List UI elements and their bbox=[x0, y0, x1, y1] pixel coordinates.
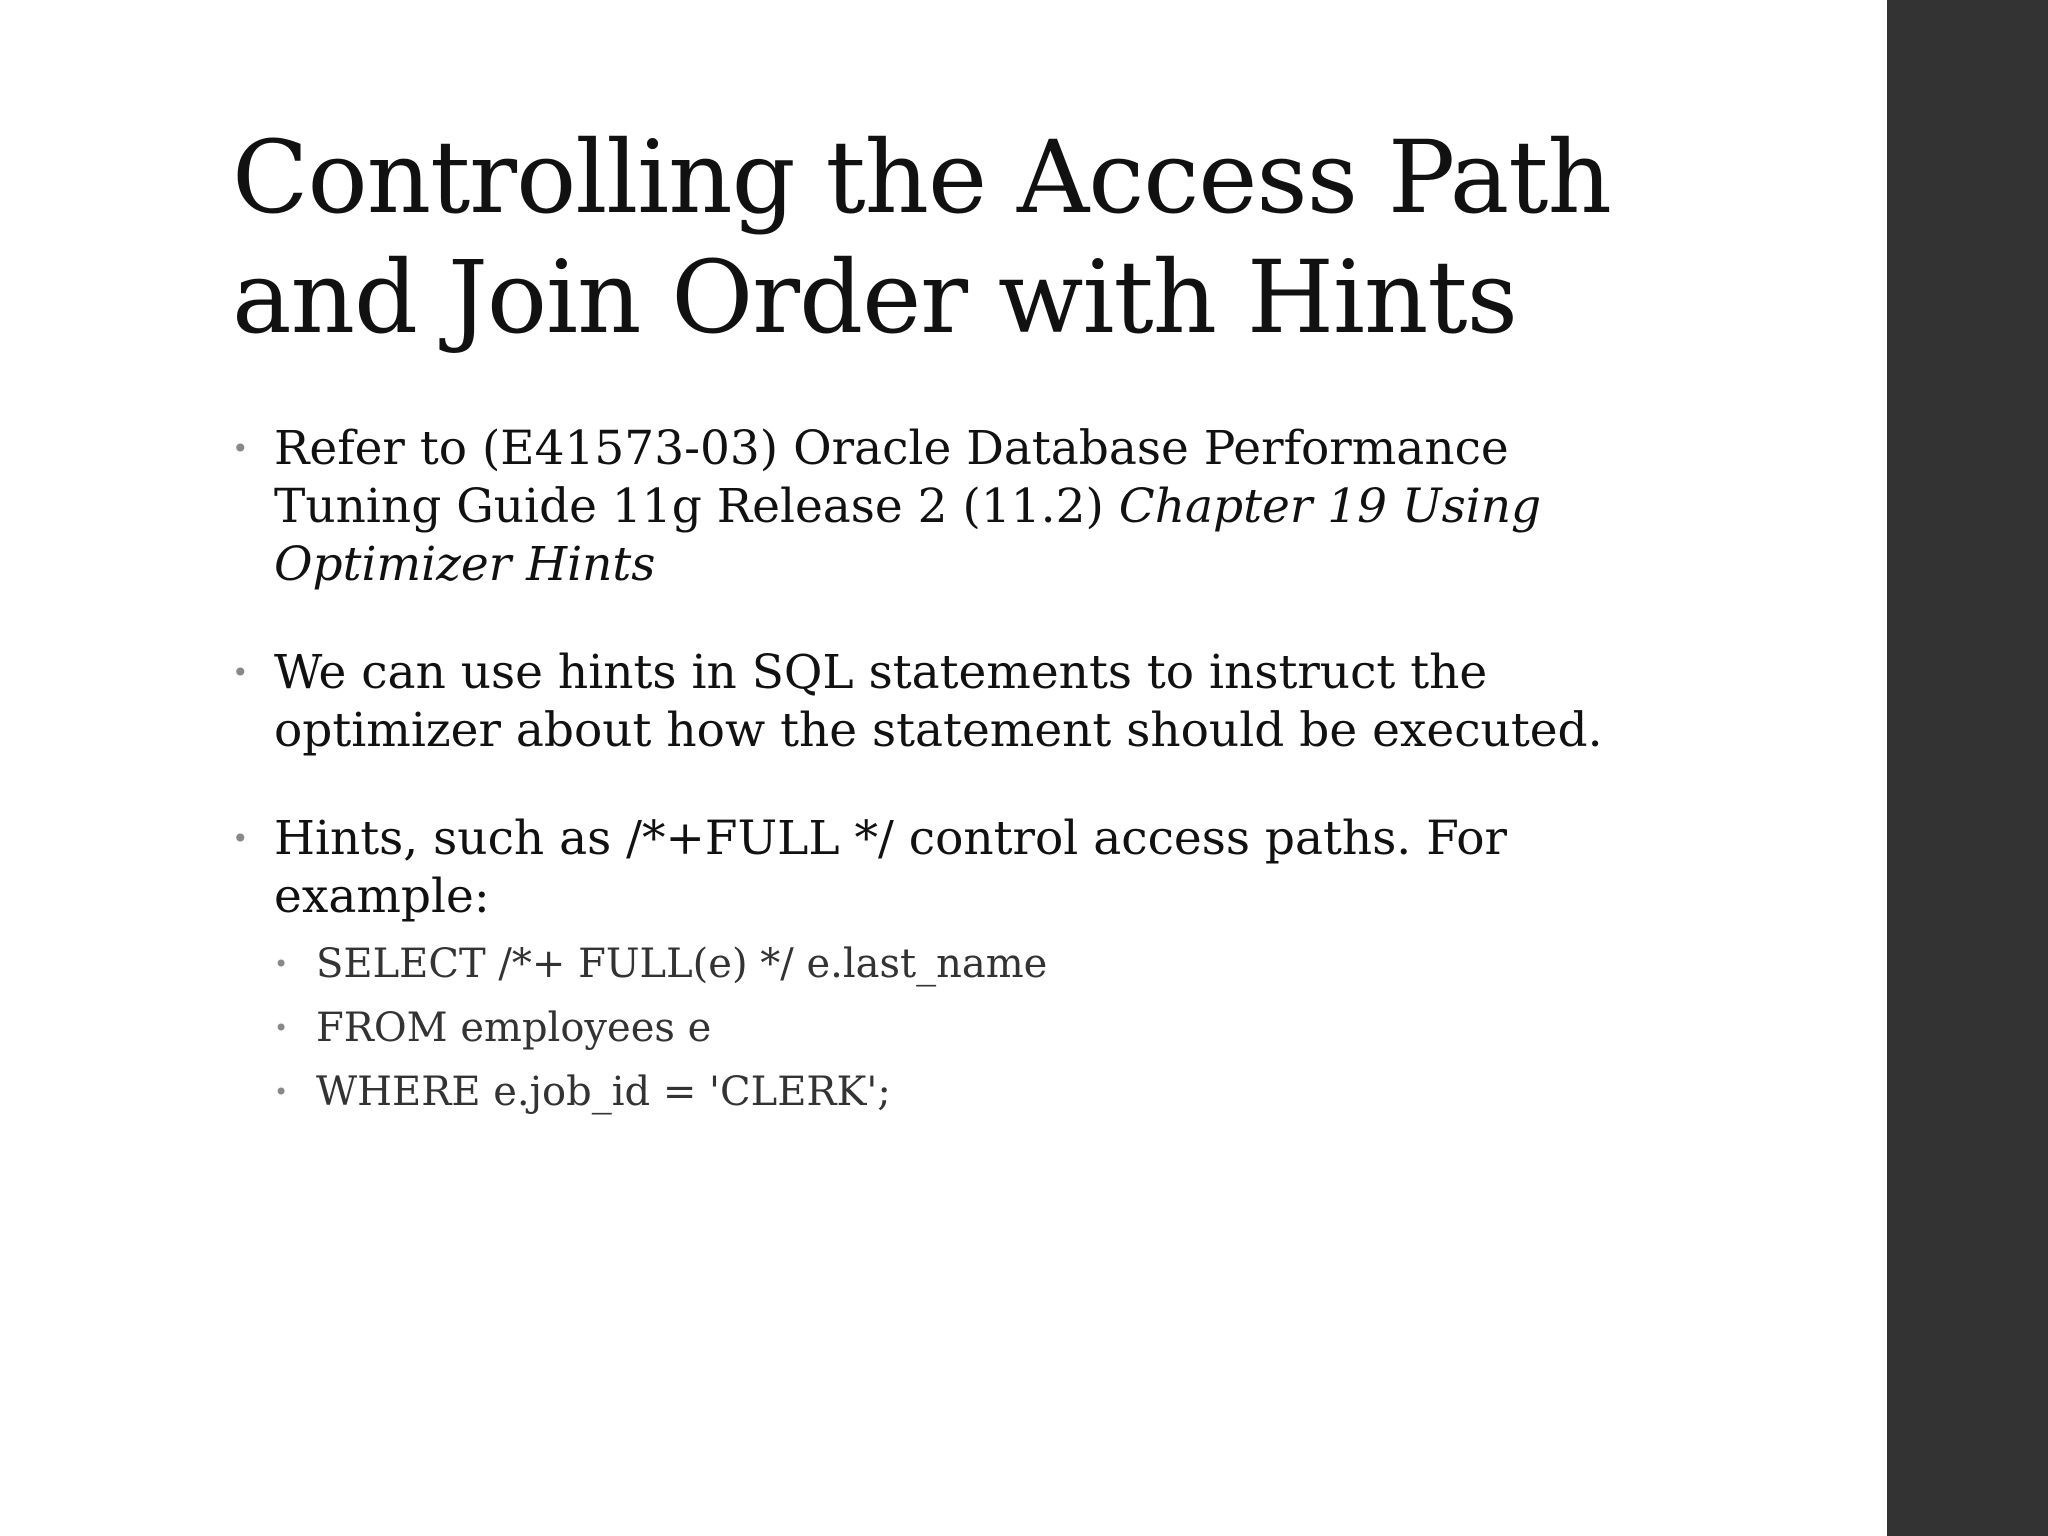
bullet-item-reference bbox=[232, 420, 1652, 594]
side-accent-bar bbox=[1887, 0, 2048, 1536]
bullet-icon: • bbox=[232, 656, 249, 689]
bullet-text: Refer to (E41573-03) Oracle Database Performance Tuning Guide 11g Release 2 (11.2) bbox=[274, 421, 1509, 534]
sub-bullet-icon: • bbox=[274, 1014, 289, 1042]
sub-item-where bbox=[274, 1068, 1652, 1116]
sql-example-list bbox=[274, 940, 1652, 1116]
bullet-icon: • bbox=[232, 822, 249, 855]
bullet-icon: • bbox=[232, 432, 249, 465]
sub-bullet-icon: • bbox=[274, 950, 289, 978]
title-line-1: Controlling the Access Path bbox=[232, 119, 1611, 236]
sub-item-text: WHERE e.job_id = 'CLERK'; bbox=[316, 1069, 891, 1115]
sub-item-text: SELECT /*+ FULL(e) */ e.last_name bbox=[316, 941, 1048, 987]
slide-title bbox=[232, 118, 1832, 358]
bullet-italic-text: Chapter 19 Using Optimizer Hints bbox=[274, 479, 1542, 592]
bullet-text: Hints, such as /*+FULL */ control access paths. For example: bbox=[274, 811, 1507, 924]
sub-item-select bbox=[274, 940, 1652, 988]
bullet-item-hints-example bbox=[232, 810, 1652, 1116]
bullet-item-hints-usage bbox=[232, 644, 1652, 760]
bullet-text: We can use hints in SQL statements to instruct the optimizer about how the statement should be executed. bbox=[274, 645, 1603, 758]
sub-bullet-icon: • bbox=[274, 1078, 289, 1106]
sub-item-text: FROM employees e bbox=[316, 1005, 712, 1051]
bullet-list bbox=[232, 420, 1652, 1166]
sub-item-from bbox=[274, 1004, 1652, 1052]
title-line-2: and Join Order with Hints bbox=[232, 239, 1517, 356]
